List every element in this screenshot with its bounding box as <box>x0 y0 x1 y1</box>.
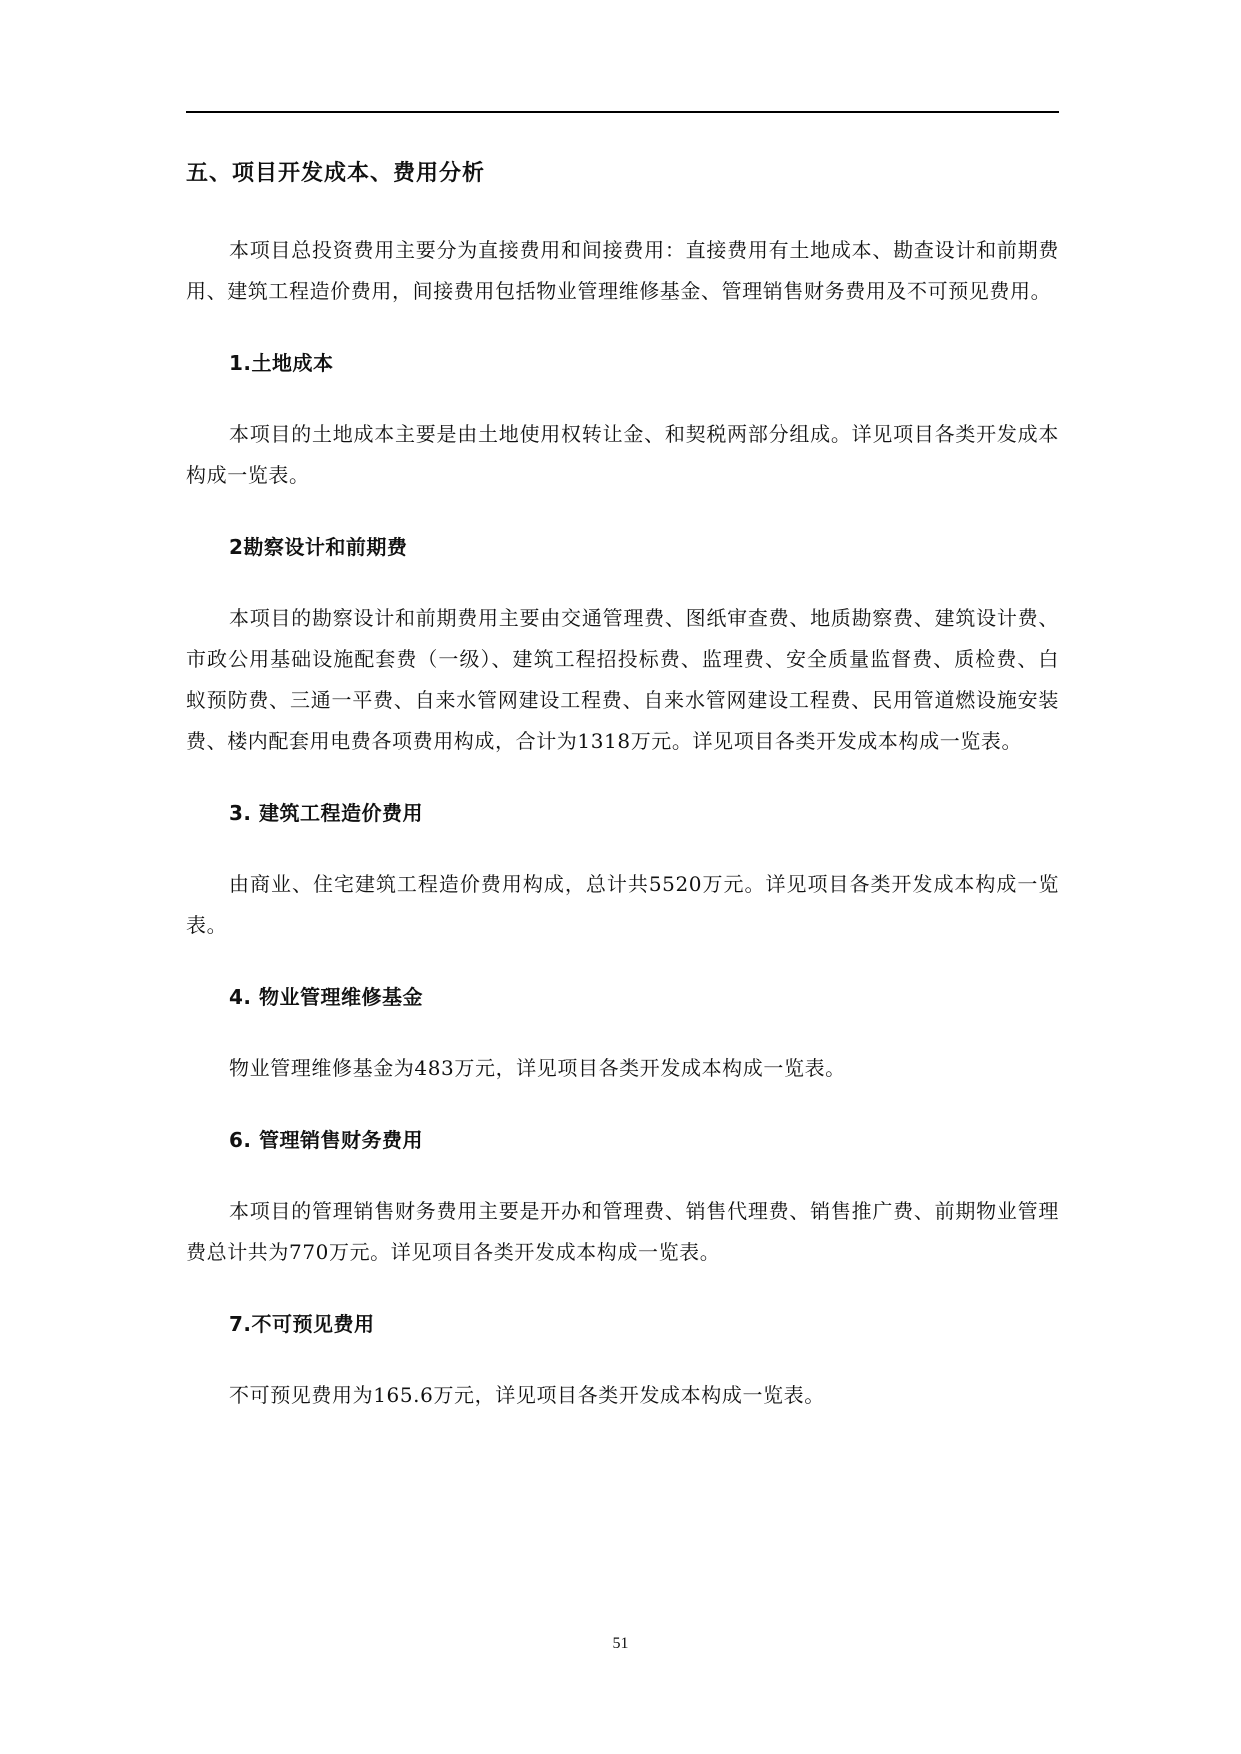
intro-paragraph: 本项目总投资费用主要分为直接费用和间接费用：直接费用有土地成本、勘查设计和前期费用、建筑工程造价费用，间接费用包括物业管理维修基金、管理销售财务费用及不可预见费用。 <box>186 238 1059 303</box>
header-rule <box>186 111 1059 113</box>
maintenance-fund-paragraph: 物业管理维修基金为483万元，详见项目各类开发成本构成一览表。 <box>229 1056 846 1080</box>
land-cost-paragraph: 本项目的土地成本主要是由土地使用权转让金、和契税两部分组成。详见项目各类开发成本构成一览表。 <box>186 422 1059 487</box>
contingency-paragraph: 不可预见费用为165.6万元，详见项目各类开发成本构成一览表。 <box>229 1383 825 1407</box>
survey-design-paragraph: 本项目的勘察设计和前期费用主要由交通管理费、图纸审查费、地质勘察费、建筑设计费、市政公用基础设施配套费（一级）、建筑工程招投标费、监理费、安全质量监督费、质检费、白蚁预防费、三通一平费、自来水管网建设工程费、自来水管网建设工程费、民用管道燃设施安装费、楼内配套用电费各项费用构成，合计为1318万元。详见项目各类开发成本构成一览表。 <box>186 606 1059 753</box>
page-number: 51 <box>612 1635 629 1652</box>
land-cost-heading: 1.土地成本 <box>229 351 334 375</box>
maintenance-fund-heading: 4. 物业管理维修基金 <box>229 985 423 1009</box>
contingency-heading: 7.不可预见费用 <box>229 1312 375 1336</box>
document-body <box>186 156 1059 1449</box>
construction-cost-heading: 3. 建筑工程造价费用 <box>229 801 423 825</box>
construction-cost-paragraph: 由商业、住宅建筑工程造价费用构成，总计共5520万元。详见项目各类开发成本构成一览表。 <box>186 872 1059 937</box>
management-sales-finance-heading: 6. 管理销售财务费用 <box>229 1128 423 1152</box>
survey-design-heading: 2勘察设计和前期费 <box>229 535 408 559</box>
section-title: 五、项目开发成本、费用分析 <box>186 161 486 186</box>
management-sales-finance-paragraph: 本项目的管理销售财务费用主要是开办和管理费、销售代理费、销售推广费、前期物业管理费总计共为770万元。详见项目各类开发成本构成一览表。 <box>186 1199 1059 1264</box>
